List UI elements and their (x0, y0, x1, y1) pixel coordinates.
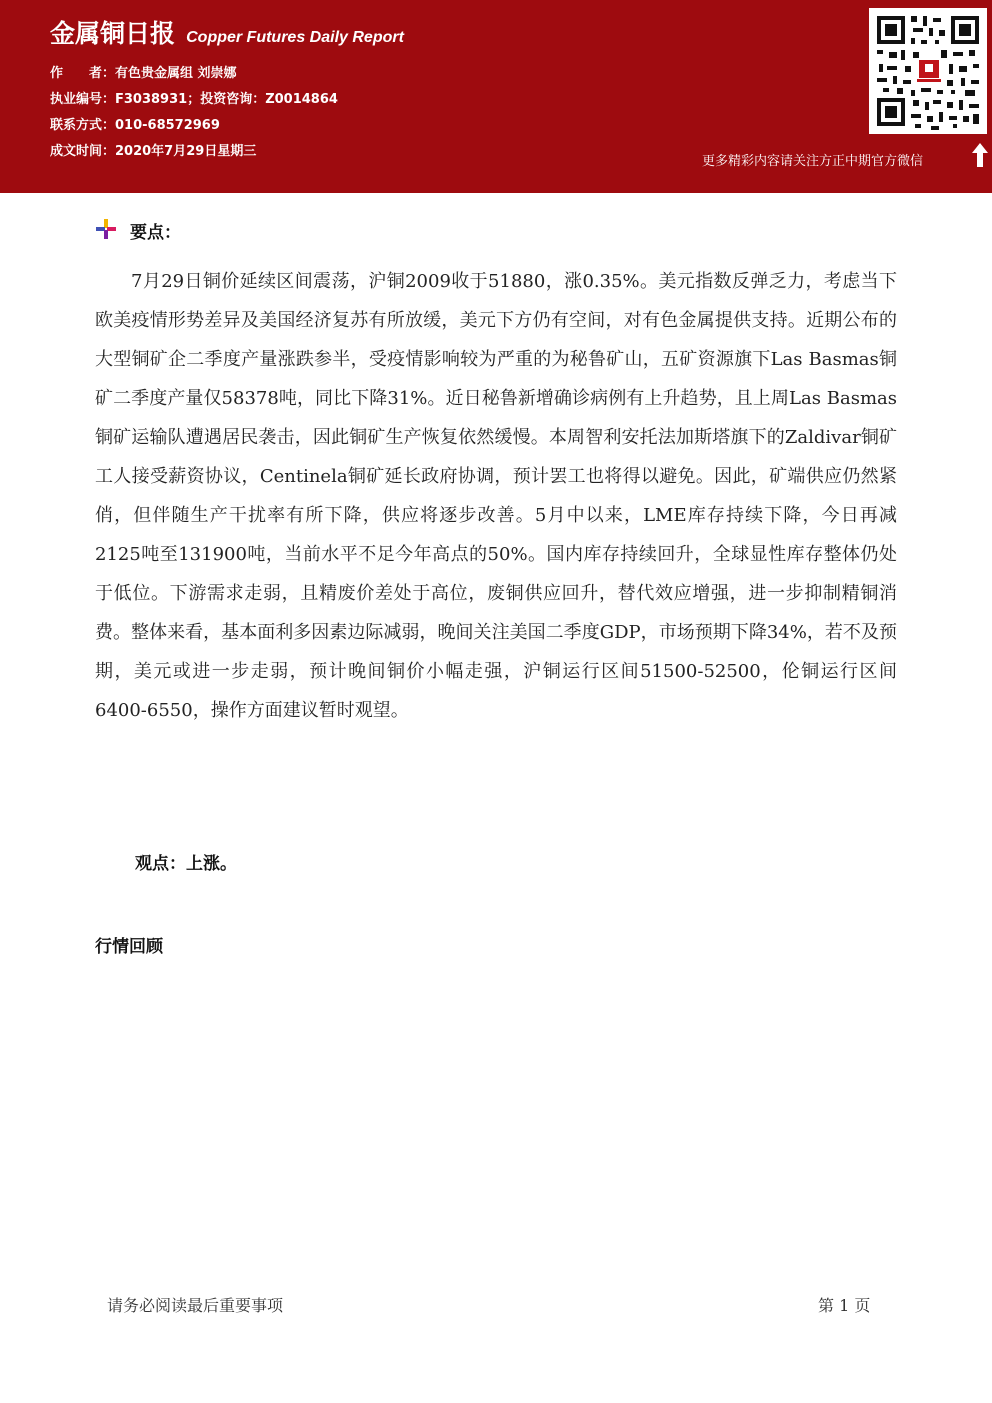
contact-line: 联系方式：010-68572969 (50, 118, 220, 133)
arrow-up-icon (971, 142, 989, 172)
page-number: 第 1 页 (818, 1296, 871, 1315)
author-line: 作 者：有色贵金属组 刘崇娜 (50, 66, 237, 81)
opinion-statement: 观点：上涨。 (135, 854, 237, 874)
qr-code-icon (869, 8, 987, 134)
key-points-paragraph: 7月29日铜价延续区间震荡，沪铜2009收于51880，涨0.35%。美元指数反弹乏力，考虑当下欧美疫情形势差异及美国经济复苏有所放缓，美元下方仍有空间，对有色金属提供支持。近期公布的大型铜矿企二季度产量涨跌参半，受疫情影响较为严重的为秘鲁矿山，五矿资源旗下Las Basmas铜矿二季度产量仅58378吨，同比下降31%。近日秘鲁新增确诊病例有上升趋势，且上周Las Basmas铜矿运输队遭遇居民袭击，因此铜矿生产恢复依然缓慢。本周智利安托法加斯塔旗下的Zaldivar铜矿工人接受薪资协议，Centinela铜矿延长政府协调，预计罢工也将得以避免。因此，矿端供应仍然紧俏，但伴随生产干扰率有所下降，供应将逐步改善。5月中以来，LME库存持续下降，今日再减2125吨至131900吨，当前水平不足今年高点的50%。国内库存持续回升，全球显性库存整体仍处于低位。下游需求走弱，且精废价差处于高位，废铜供应回升，替代效应增强，进一步抑制精铜消费。整体来看，基本面利多因素边际减弱，晚间关注美国二季度GDP，市场预期下降34%，若不及预期，美元或进一步走弱，预计晚间铜价小幅走强，沪铜运行区间51500-52500，伦铜运行区间6400-6550，操作方面建议暂时观望。 (95, 271, 897, 721)
date-line: 成文时间：2020年7月29日星期三 (50, 144, 257, 159)
follow-wechat-text: 更多精彩内容请关注方正中期官方微信 (702, 154, 924, 169)
report-title-row (50, 14, 404, 50)
key-points-heading: 要点： (130, 223, 181, 243)
report-title-cn: 金属铜日报 (50, 19, 176, 48)
market-review-heading: 行情回顾 (95, 937, 163, 957)
colored-bullet-icon (95, 218, 117, 244)
footer-notice: 请务必阅读最后重要事项 (107, 1296, 284, 1315)
report-title-en: Copper Futures Daily Report (186, 29, 404, 46)
license-line: 执业编号：F3038931；投资咨询：Z0014864 (50, 92, 338, 107)
report-header (0, 0, 992, 193)
